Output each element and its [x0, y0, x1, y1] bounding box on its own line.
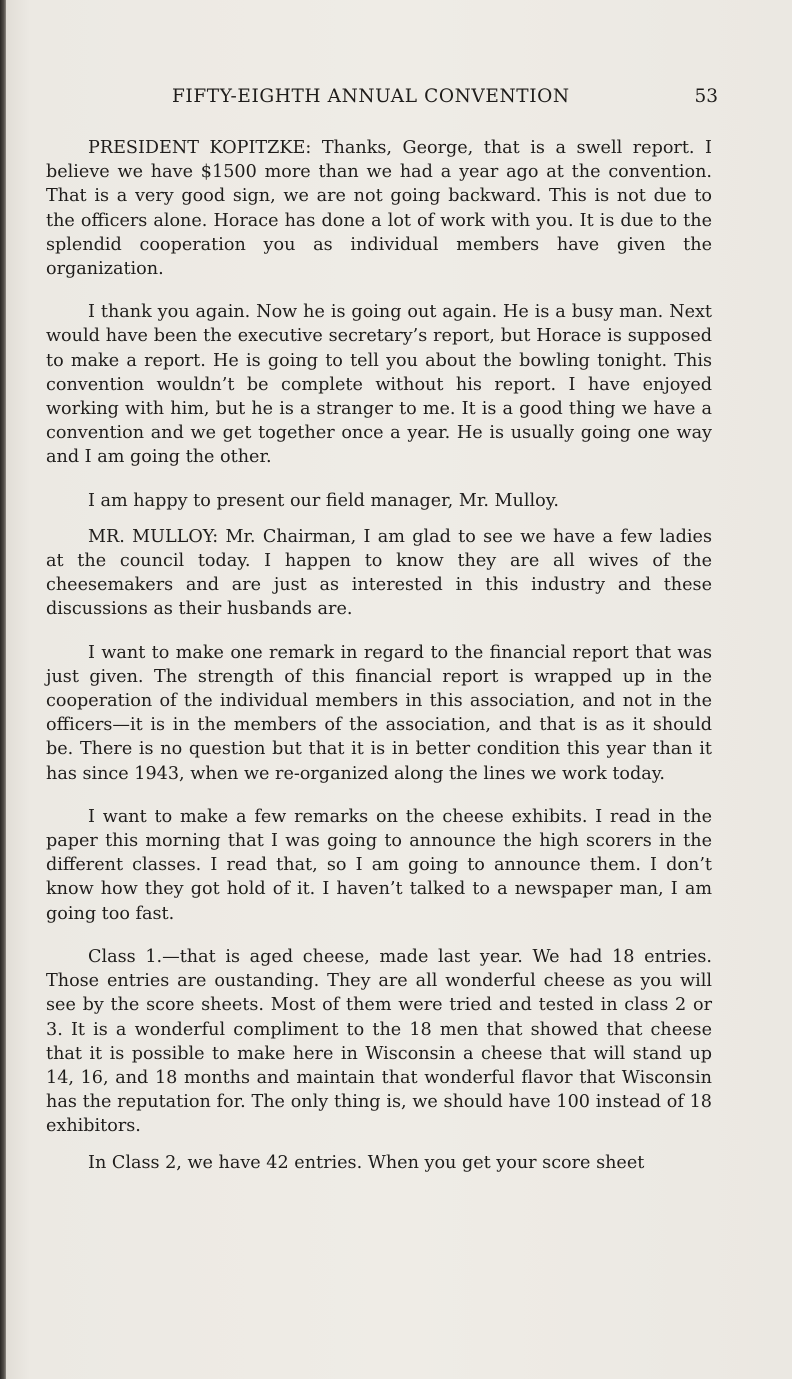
paragraph: Class 1.—that is aged cheese, made last year. We had 18 entries. Those entries are oustanding. They are all wonderful cheese as you will see by the score sheets. Most of them were tried and tested in class 2 or 3. It is a wonderful compliment to the 18 men that showed that cheese that it is possible to make here in Wisconsin a cheese that will stand up 14, 16, and 18 months and maintain that wonderful flavor that Wisconsin has the reputation for. The only thing is, we should have 100 instead of 18 exhibitors.	[46, 946, 712, 1137]
paragraph: MR. MULLOY: Mr. Chairman, I am glad to see we have a few ladies at the council today. I happen to know they are all wives of the cheesemakers and are just as interested in this industry and these discussions as their husbands are.	[46, 526, 712, 620]
paragraph: I want to make a few remarks on the cheese exhibits. I read in the paper this morning that I was going to announce the high scorers in the different classes. I read that, so I am going to announce them. I don’t know how they got hold of it. I haven’t talked to a newspaper man, I am going too fast.	[46, 806, 712, 924]
paragraph: I am happy to present our field manager, Mr. Mulloy.	[88, 490, 559, 511]
paragraph: In Class 2, we have 42 entries. When you get your score sheet	[88, 1152, 645, 1173]
body-text	[46, 136, 712, 1175]
page-header	[46, 86, 718, 116]
running-title: FIFTY-EIGHTH ANNUAL CONVENTION	[172, 86, 570, 107]
paragraph: I thank you again. Now he is going out again. He is a busy man. Next would have been the executive secretary’s report, but Horace is supposed to make a report. He is going to tell you about the bowling tonight. This convention wouldn’t be complete without his report. I have enjoyed working with him, but he is a stranger to me. It is a good thing we have a convention and we get together once a year. He is usually going one way and I am going the other.	[46, 302, 712, 468]
page-number: 53	[694, 86, 718, 107]
paragraph: I want to make one remark in regard to the financial report that was just given. The strength of this financial report is wrapped up in the cooperation of the individual members in this association, and not in the officers—it is in the members of the association, and that is as it should be. There is no question but that it is in better condition this year than it has since 1943, when we re-organized along the lines we work today.	[46, 642, 712, 784]
paragraph: PRESIDENT KOPITZKE: Thanks, George, that is a swell report. I believe we have $1500 more than we had a year ago at the convention. That is a very good sign, we are not going backward. This is not due to the officers alone. Horace has done a lot of work with you. It is due to the splendid cooperation you as individual members have given the organization.	[46, 138, 712, 280]
book-binding-edge	[0, 0, 6, 1379]
